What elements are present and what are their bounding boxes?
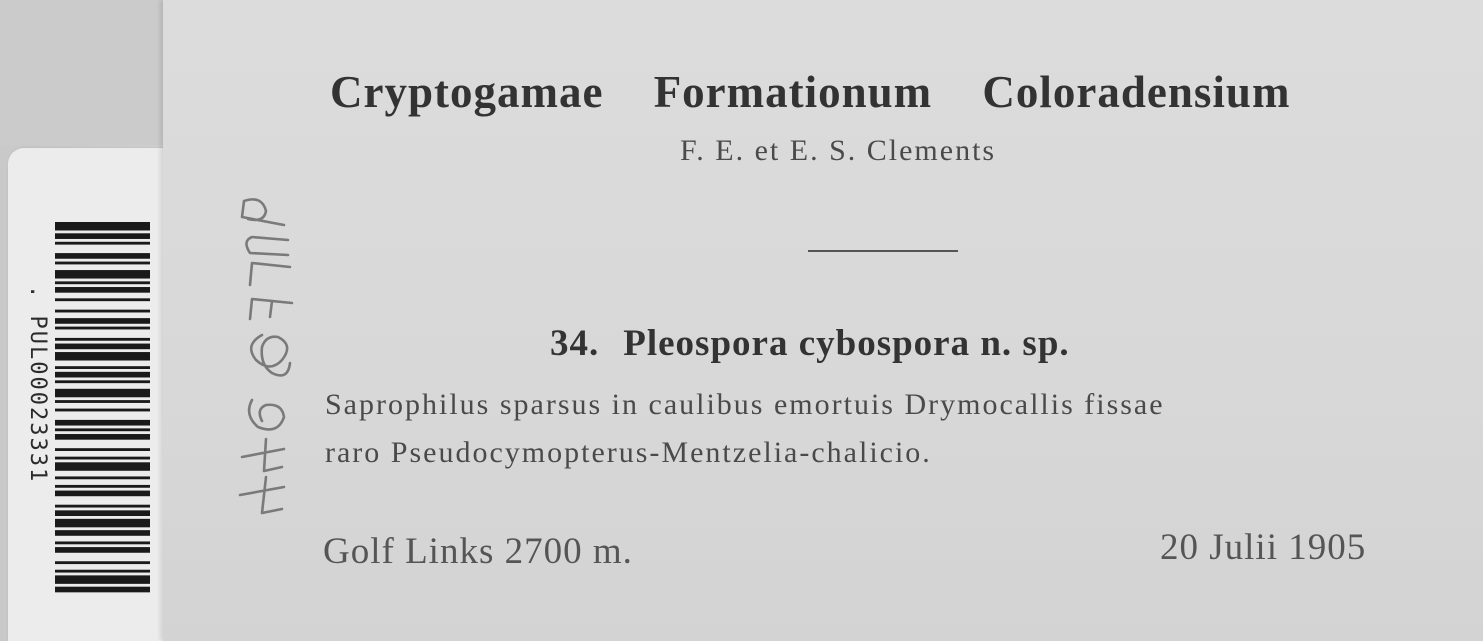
barcode-bar xyxy=(55,318,150,324)
barcode-bar xyxy=(55,530,150,536)
barcode-bar xyxy=(55,505,150,508)
barcode-bar xyxy=(55,310,150,313)
barcode-bar xyxy=(55,242,150,245)
collection-locality: Golf Links 2700 m. xyxy=(323,531,633,572)
barcode-bar xyxy=(55,570,150,573)
barcode-bar xyxy=(55,420,150,426)
barcode-bar xyxy=(55,344,150,350)
barcode-bar xyxy=(55,491,150,497)
collection-title: Cryptogamae Formationum Coloradensium xyxy=(330,67,1291,117)
barcode-bar xyxy=(55,561,150,564)
barcode-bar xyxy=(55,298,150,301)
barcode-bar xyxy=(55,287,150,293)
barcode-bar xyxy=(55,434,150,440)
collection-date: 20 Julii 1905 xyxy=(1160,527,1367,568)
barcode-bar xyxy=(55,233,150,239)
barcode-bar xyxy=(55,327,150,330)
barcode-bar xyxy=(55,366,150,369)
barcode-bar xyxy=(55,547,150,553)
barcode-bar xyxy=(55,448,150,451)
barcode-bar xyxy=(55,400,150,403)
herbarium-sheet-top xyxy=(0,0,175,145)
barcode-bar xyxy=(55,338,150,341)
barcode-image xyxy=(55,222,150,598)
barcode-bar xyxy=(55,519,150,527)
barcode-bar xyxy=(55,352,150,360)
handwritten-accession-number xyxy=(222,195,312,535)
exsiccata-number: 34. xyxy=(550,323,600,364)
barcode-number: . PUL00023331 xyxy=(25,285,50,484)
barcode-bar xyxy=(55,462,150,470)
barcode-bar xyxy=(55,409,150,412)
habitat-description-line-1: Saprophilus sparsus in caulibus emortuis Drymocallis fissae xyxy=(325,388,1165,421)
barcode-bar xyxy=(55,587,150,593)
collectors: F. E. et E. S. Clements xyxy=(680,134,997,167)
barcode-bar xyxy=(55,389,150,397)
barcode-bar xyxy=(55,428,150,431)
barcode-bar xyxy=(55,457,150,460)
barcode-bar xyxy=(55,510,150,516)
habitat-description-line-2: raro Pseudocymopterus-Mentzelia-chalicio. xyxy=(325,436,932,469)
species-heading xyxy=(550,322,1070,365)
barcode-bar xyxy=(55,281,150,284)
divider-rule xyxy=(808,250,958,252)
barcode-bar xyxy=(55,476,150,479)
barcode-bar xyxy=(55,485,150,488)
barcode-bar xyxy=(55,372,150,378)
species-name: Pleospora cybospora n. sp. xyxy=(623,323,1070,364)
barcode-bar xyxy=(55,541,150,544)
barcode-bar xyxy=(55,380,150,383)
barcode-bar xyxy=(55,253,150,259)
barcode-bar xyxy=(55,222,150,230)
barcode-bar xyxy=(55,262,150,265)
barcode-bar xyxy=(55,270,150,278)
barcode-bar xyxy=(55,575,150,583)
